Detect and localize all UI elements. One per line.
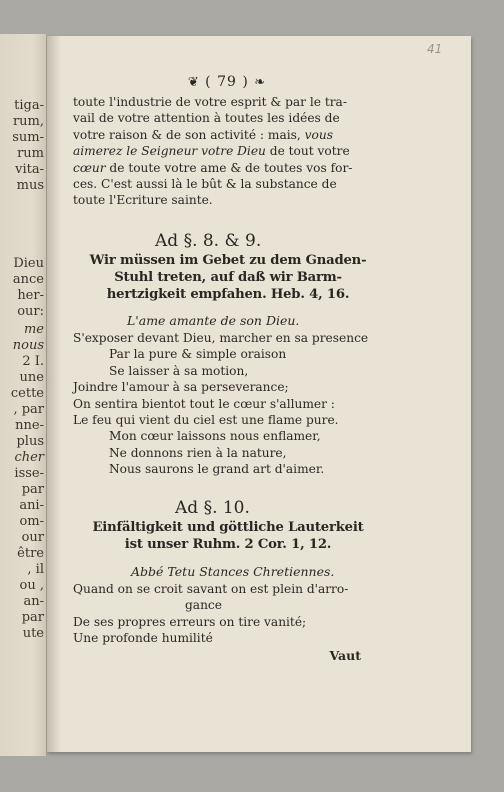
poem-line: De ses propres erreurs on tire vanité;	[73, 614, 307, 629]
page-number: ( 79 )	[205, 74, 249, 90]
book-page	[47, 36, 471, 752]
poem-1	[73, 330, 368, 478]
left-page-line: vita-	[15, 162, 44, 177]
page-header	[157, 74, 297, 90]
poem-1-title: L'ame amante de son Dieu.	[127, 313, 300, 328]
text-run: de toute votre ame & de toutes vos for-	[105, 160, 353, 175]
poem-line: On sentira bientot tout le cœur s'allumer :	[73, 396, 335, 411]
left-page-line: cette	[10, 386, 44, 401]
german-line: Einfältigkeit und göttliche Lauterkeit	[92, 520, 364, 535]
left-page-line: être	[17, 546, 44, 561]
german-line: ist unser Ruhm. 2 Cor. 1, 12.	[124, 537, 332, 552]
left-page-line: Dieu	[13, 256, 44, 271]
poem-line: Mon cœur laissons nous enflamer,	[109, 429, 321, 444]
poem-line: gance	[185, 598, 222, 613]
left-page-line: ance	[12, 272, 44, 287]
text-line: toute l'industrie de votre esprit & par le tra-	[73, 95, 347, 109]
left-page-line: mus	[16, 178, 44, 193]
german-verse-2	[73, 519, 383, 553]
left-page-line: , il	[27, 562, 44, 577]
left-page-line: om-	[19, 514, 44, 529]
text-run: votre raison & de son activité : mais,	[73, 127, 305, 142]
poem-line: Le feu qui vient du ciel est une flame pure.	[73, 413, 339, 428]
left-page-line: our:	[17, 304, 44, 319]
german-line: hertzigkeit empfahen. Heb. 4, 16.	[106, 287, 350, 302]
text-line: ces. C'est aussi là le bût & la substance de	[73, 177, 337, 192]
left-page-line: ou ,	[19, 578, 44, 593]
left-page-line: her-	[17, 288, 44, 303]
italic-run: vous	[304, 127, 333, 142]
left-page-line: me	[23, 322, 44, 337]
text-line: toute l'Ecriture sainte.	[73, 193, 213, 208]
left-page-line: rum	[17, 146, 44, 161]
left-page-line: rum,	[12, 114, 44, 129]
italic-run: cœur	[73, 160, 106, 175]
text-line	[73, 143, 363, 159]
gutter-shadow	[47, 36, 61, 752]
poem-line: Nous saurons le grand art d'aimer.	[109, 462, 325, 477]
ornament-left-icon: ❦	[187, 75, 200, 90]
left-page-line: une	[19, 370, 44, 385]
left-page-line: tiga-	[14, 98, 44, 113]
left-page-line: our	[21, 530, 44, 545]
section-heading-ad-8-9: Ad §. 8. & 9.	[155, 231, 262, 251]
poem-line: Ne donnons rien à la nature,	[109, 445, 287, 460]
poem-2	[73, 581, 348, 647]
left-page-edge	[0, 34, 47, 756]
left-page-line: nous	[12, 338, 44, 353]
german-verse-1	[73, 252, 383, 303]
italic-run: aimerez le Seigneur votre Dieu	[73, 144, 266, 159]
left-page-line: , par	[13, 402, 44, 417]
left-page-line: sum-	[12, 130, 44, 145]
poem-line: Par la pure & simple oraison	[109, 347, 287, 362]
paragraph-1	[73, 94, 363, 209]
poem-line: Joindre l'amour à sa perseverance;	[73, 380, 289, 395]
left-page-line: cher	[14, 450, 44, 465]
poem-line: Une profonde humilité	[73, 631, 213, 646]
text-run: de tout votre	[265, 144, 350, 159]
left-page-line: 2 I.	[22, 354, 44, 369]
poem-line: S'exposer devant Dieu, marcher en sa presence	[73, 331, 369, 345]
poem-2-title: Abbé Tetu Stances Chretiennes.	[131, 564, 335, 579]
catchword: Vaut	[329, 648, 361, 663]
left-page-line: plus	[16, 434, 44, 449]
poem-line: Quand on se croit savant on est plein d'arro-	[73, 582, 349, 596]
german-line: Stuhl treten, auf daß wir Barm-	[114, 270, 342, 285]
ornament-right-icon: ❧	[254, 75, 267, 90]
pencil-folio-mark: 41	[427, 42, 443, 56]
left-page-line: isse-	[14, 466, 44, 481]
left-page-line: nne-	[15, 418, 44, 433]
left-page-line: par	[21, 482, 44, 497]
german-line: Wir müssen im Gebet zu dem Gnaden-	[89, 253, 367, 268]
left-page-line: ani-	[19, 498, 44, 513]
left-page-line: an-	[23, 594, 44, 609]
text-line: vail de votre attention à toutes les idées de	[73, 111, 340, 126]
left-page-line: par	[21, 610, 44, 625]
poem-line: Se laisser à sa motion,	[109, 363, 249, 378]
section-heading-ad-10: Ad §. 10.	[175, 498, 250, 518]
text-line	[73, 127, 363, 143]
text-line	[73, 160, 363, 176]
left-page-line: ute	[22, 626, 44, 641]
